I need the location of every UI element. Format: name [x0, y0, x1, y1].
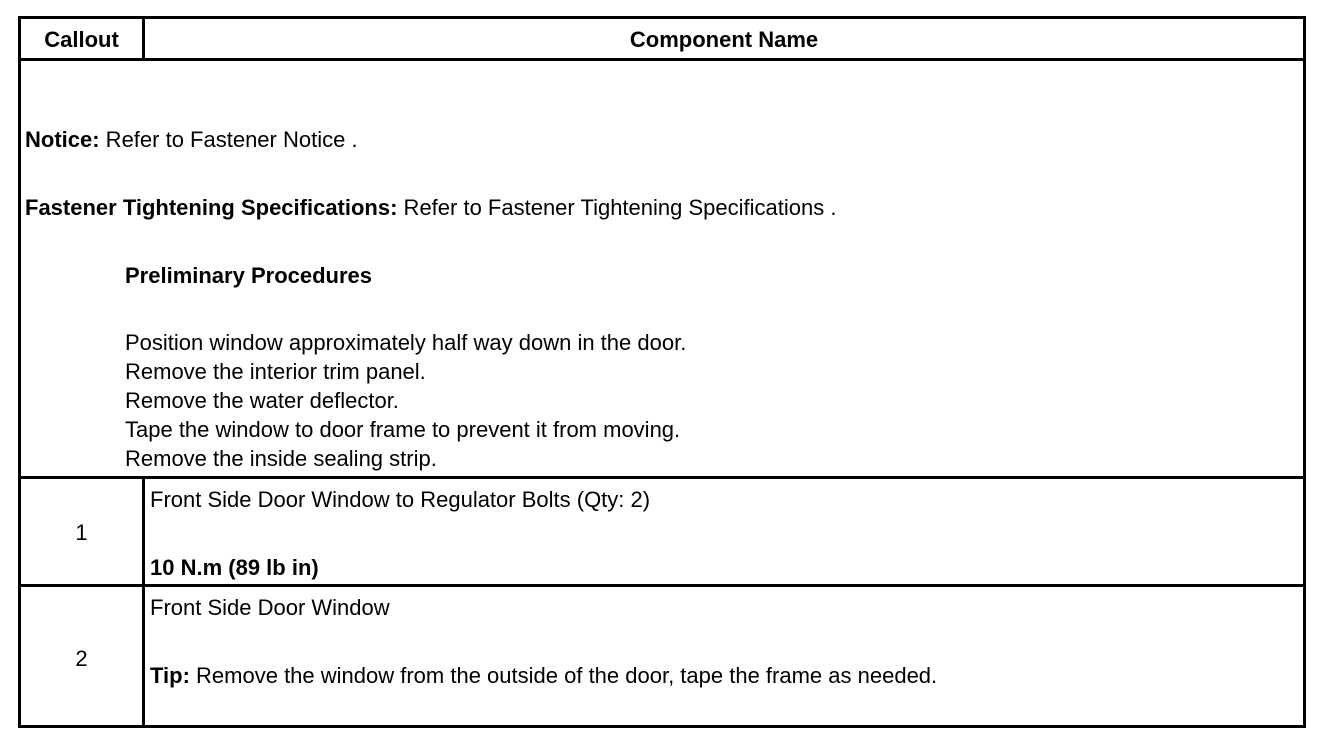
header-callout: Callout: [44, 27, 119, 52]
notice-text: Refer to Fastener Notice .: [99, 127, 358, 152]
row-1-component-name: Front Side Door Window to Regulator Bolts (Qty: 2): [150, 487, 651, 512]
notice-line: [25, 126, 358, 154]
row-1-divider: [21, 584, 1303, 587]
row-2-tip: [150, 662, 937, 690]
row-2-tip-text: Remove the window from the outside of the door, tape the frame as needed.: [189, 663, 938, 688]
notice-label: Notice:: [25, 127, 100, 152]
header-divider: [21, 58, 1303, 61]
fastener-spec-text: Refer to Fastener Tightening Specifications .: [397, 195, 837, 220]
rows-column-divider: [142, 476, 145, 728]
preliminary-step: Tape the window to door frame to prevent it from moving.: [125, 417, 681, 442]
preliminary-step: Position window approximately half way down in the door.: [125, 330, 687, 355]
preliminary-step: Remove the inside sealing strip.: [125, 446, 437, 471]
component-table: [18, 16, 1306, 728]
notes-divider: [21, 476, 1303, 479]
row-2-component-name: Front Side Door Window: [150, 595, 390, 620]
row-2-callout: 2: [75, 646, 88, 671]
fastener-spec-line: [25, 194, 836, 222]
row-1-torque-spec: 10 N.m (89 lb in): [150, 555, 319, 580]
row-1-callout: 1: [75, 520, 88, 545]
preliminary-step: Remove the water deflector.: [125, 388, 399, 413]
header-component-name: Component Name: [629, 27, 819, 52]
fastener-spec-label: Fastener Tightening Specifications:: [25, 195, 398, 220]
preliminary-step: Remove the interior trim panel.: [125, 359, 426, 384]
preliminary-heading: Preliminary Procedures: [125, 263, 373, 288]
row-2-tip-label: Tip:: [150, 663, 190, 688]
